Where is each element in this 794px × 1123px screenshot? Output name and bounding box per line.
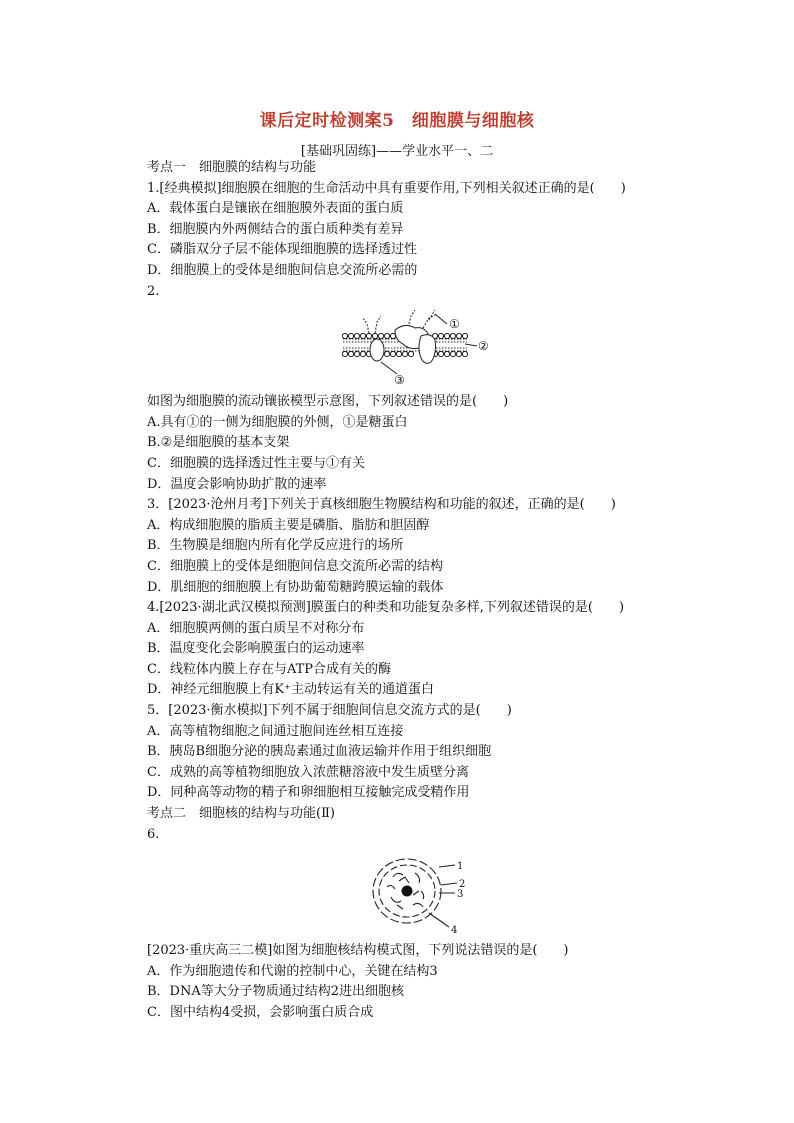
question-2-number: 2. xyxy=(147,283,160,299)
question-3-option-d: D．肌细胞的细胞膜上有协助葡萄糖跨膜运输的载体 xyxy=(147,579,444,595)
question-4-option-b: B．温度变化会影响膜蛋白的运动速率 xyxy=(147,641,365,657)
figure-label-n2: 2 xyxy=(459,879,466,891)
question-5-option-d: D．同种高等动物的精子和卵细胞相互接触完成受精作用 xyxy=(147,785,470,801)
cell-membrane-figure xyxy=(147,302,667,392)
question-5-option-c: C．成熟的高等植物细胞放入浓蔗糖溶液中发生质壁分离 xyxy=(147,764,469,780)
transmembrane-protein xyxy=(419,335,436,364)
question-1-option-d: D．细胞膜上的受体是细胞间信息交流所必需的 xyxy=(147,262,418,278)
worksheet-content xyxy=(147,158,667,1024)
question-2-stem: 如图为细胞膜的流动镶嵌模型示意图，下列叙述错误的是( ) xyxy=(147,394,509,410)
integral-protein xyxy=(370,339,384,361)
question-4-option-d: D．神经元细胞膜上有K⁺主动转运有关的通道蛋白 xyxy=(147,682,434,698)
question-3-option-b: B．生物膜是细胞内所有化学反应进行的场所 xyxy=(147,538,404,554)
figure-label-n3: 3 xyxy=(457,889,464,901)
figure-label-3: ③ xyxy=(394,373,405,388)
question-6-option-c: C．图中结构4受损，会影响蛋白质合成 xyxy=(147,1005,374,1020)
question-3-stem: 3．[2023·沧州月考]下列关于真核细胞生物膜结构和功能的叙述，正确的是( ) xyxy=(147,497,616,513)
nucleolus xyxy=(402,886,413,897)
question-2-option-a: A.具有①的一侧为细胞膜的外侧，①是糖蛋白 xyxy=(147,414,408,430)
question-2-option-c: C．细胞膜的选择透过性主要与①有关 xyxy=(147,455,365,471)
question-1-option-c: C．磷脂双分子层不能体现细胞膜的选择透过性 xyxy=(147,242,417,258)
question-1-option-b: B．细胞膜内外两侧结合的蛋白质种类有差异 xyxy=(147,221,404,237)
question-2-option-d: D．温度会影响协助扩散的速率 xyxy=(147,476,327,492)
question-3-option-c: C．细胞膜上的受体是细胞间信息交流所必需的结构 xyxy=(147,558,443,574)
figure-label-2: ② xyxy=(478,339,489,354)
question-1-stem: 1.[经典模拟]细胞膜在细胞的生命活动中具有重要作用,下列相关叙述正确的是( ) xyxy=(147,180,626,196)
question-1-option-a: A．载体蛋白是镶嵌在细胞膜外表面的蛋白质 xyxy=(147,201,404,217)
question-5-option-a: A．高等植物细胞之间通过胞间连丝相互连接 xyxy=(147,723,404,739)
question-5-stem: 5．[2023·衡水模拟]下列不属于细胞间信息交流方式的是( ) xyxy=(147,703,512,719)
fluid-mosaic-model-diagram xyxy=(339,306,499,388)
question-2-option-b: B.②是细胞膜的基本支架 xyxy=(147,435,290,451)
question-6-option-a: A．作为细胞遗传和代谢的控制中心，关键在结构3 xyxy=(147,963,438,979)
question-6-number: 6. xyxy=(147,826,160,842)
question-4-stem: 4.[2023·湖北武汉模拟预测]膜蛋白的种类和功能复杂多样,下列叙述错误的是( ) xyxy=(147,600,625,616)
figure-label-n1: 1 xyxy=(457,861,464,873)
question-6-option-b: B．DNA等大分子物质通过结构2进出细胞核 xyxy=(147,984,405,1000)
question-6-stem: [2023·重庆高三二模]如图为细胞核结构模式图，下列说法错误的是( ) xyxy=(147,943,569,959)
section-heading-2: 考点二 细胞核的结构与功能(Ⅱ) xyxy=(147,806,335,822)
question-4-option-a: A．细胞膜两侧的蛋白质呈不对称分布 xyxy=(147,620,365,636)
figure-label-1: ① xyxy=(449,317,460,332)
question-5-option-b: B．胰岛B细胞分泌的胰岛素通过血液运输并作用于组织细胞 xyxy=(147,744,492,760)
nucleus-structure-diagram xyxy=(369,847,479,937)
phospholipid-heads-bottom xyxy=(342,352,467,357)
figure-label-n4: 4 xyxy=(451,925,458,937)
question-3-option-a: A．构成细胞膜的脂质主要是磷脂、脂肪和胆固醇 xyxy=(147,517,430,533)
question-4-option-c: C．线粒体内膜上存在与ATP合成有关的酶 xyxy=(147,661,392,677)
page-title: 课后定时检测案5 细胞膜与细胞核 xyxy=(259,111,535,131)
section-heading-1: 考点一 细胞膜的结构与功能 xyxy=(147,160,317,175)
nucleus-figure xyxy=(147,845,667,941)
page-subtitle: [基础巩固练]——学业水平一、二 xyxy=(300,144,494,159)
